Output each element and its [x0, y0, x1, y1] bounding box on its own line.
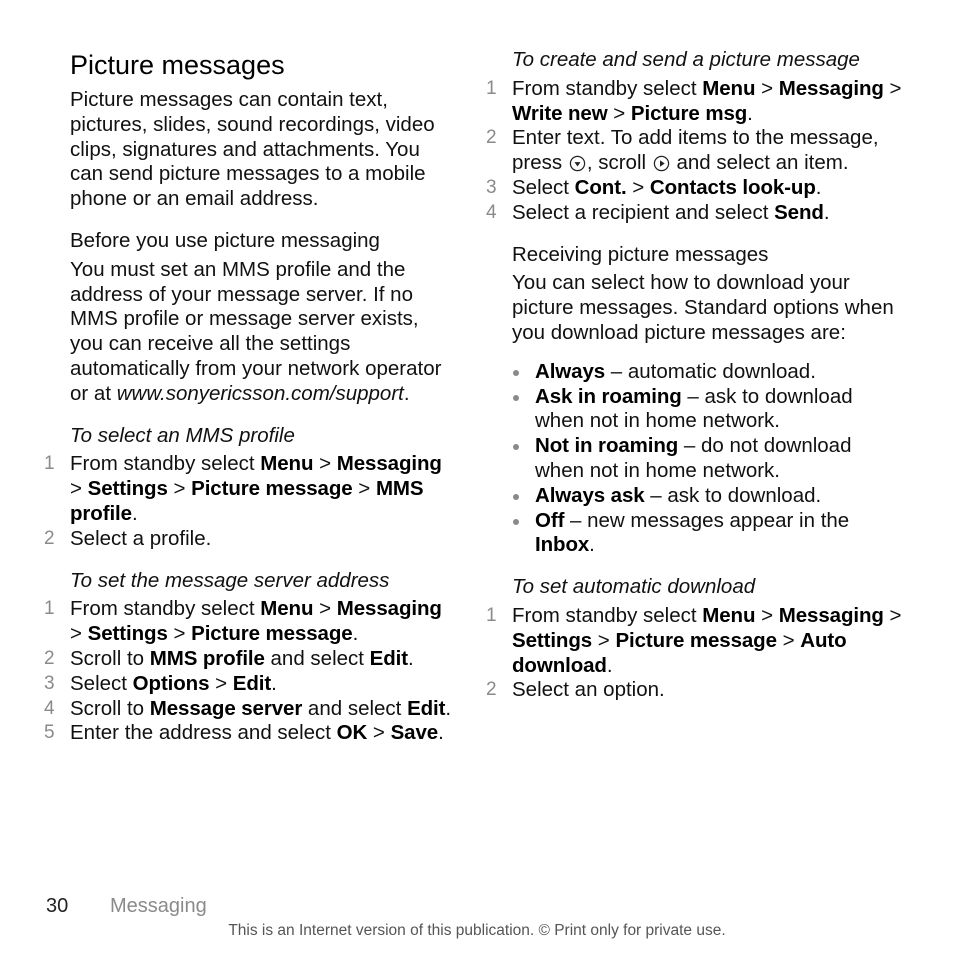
receiving-heading: Receiving picture messages	[512, 242, 769, 266]
profile-step-1: 1 From standby select Menu > Messaging > Settings > Picture message > MMS profile.	[44, 452, 442, 525]
right-column	[486, 48, 902, 703]
section-name: Messaging	[110, 895, 207, 917]
server-step-3: 3 Select Options > Edit.	[44, 671, 277, 695]
server-heading: To set the message server address	[70, 568, 390, 592]
auto-steps	[486, 603, 902, 703]
support-url: www.sonyericsson.com/support	[116, 381, 404, 405]
create-step-4: 4 Select a recipient and select Send.	[486, 200, 830, 224]
create-step-3: 3 Select Cont. > Contacts look-up.	[486, 175, 822, 199]
auto-heading: To set automatic download	[512, 575, 756, 599]
left-column	[44, 48, 455, 746]
server-step-4: 4 Scroll to Message server and select Edit.	[44, 696, 452, 720]
bullet-icon	[513, 370, 519, 376]
intro-paragraph: Picture messages can contain text, pictures, slides, sound recordings, video clips, signatures and attachments. You can send picture messages to a mobile phone or an email address.	[70, 88, 435, 211]
option-not-in-roaming: Not in roaming – do not download when not in home network.	[535, 434, 902, 484]
server-step-5: 5 Enter the address and select OK > Save.	[44, 721, 444, 745]
profile-heading: To select an MMS profile	[70, 423, 295, 447]
create-steps	[486, 76, 902, 226]
before-text: You must set an MMS profile and the address of your message server. If no MMS profile or message server exists, you can receive all the settings automatically from your network operator or at	[70, 257, 442, 405]
create-heading: To create and send a picture message	[512, 48, 860, 71]
before-paragraph: You must set an MMS profile and the address of your message server. If no MMS profile or message server exists, you can receive all the settings automatically from your network operator or at www.sonyericsson.com/support.	[70, 257, 442, 405]
profile-steps	[44, 452, 455, 551]
server-step-1: 1 From standby select Menu > Messaging > Settings > Picture message.	[44, 597, 442, 646]
bullet-icon	[513, 395, 519, 401]
bullet-icon	[513, 444, 519, 450]
option-ask-in-roaming: Ask in roaming – ask to download when not in home network.	[535, 385, 902, 435]
download-options	[512, 360, 902, 558]
create-step-1: 1 From standby select Menu > Messaging > Write new > Picture msg.	[486, 76, 902, 125]
option-always-ask: Always ask – ask to download.	[535, 484, 902, 509]
auto-step-2: 2 Select an option.	[486, 678, 665, 702]
navigation-key-right-icon	[653, 155, 670, 172]
option-off: Off – new messages appear in the Inbox.	[535, 509, 902, 559]
receiving-paragraph: You can select how to download your picture messages. Standard options when you download picture messages are:	[512, 271, 894, 344]
profile-step-2: 2 Select a profile.	[44, 526, 212, 550]
server-steps	[44, 597, 455, 746]
option-always: Always – automatic download.	[535, 360, 902, 385]
server-step-2: 2 Scroll to MMS profile and select Edit.	[44, 646, 414, 670]
create-step-2: 2 Enter text. To add items to the message, press , scroll and select an item.	[486, 126, 879, 175]
page-title: Picture messages	[70, 50, 285, 80]
bullet-icon	[513, 519, 519, 525]
before-heading: Before you use picture messaging	[70, 228, 380, 252]
bullet-icon	[513, 494, 519, 500]
navigation-key-down-icon	[569, 155, 586, 172]
copyright-notice: This is an Internet version of this publication. © Print only for private use.	[228, 922, 726, 939]
auto-step-1: 1 From standby select Menu > Messaging > Settings > Picture message > Auto download.	[486, 603, 902, 677]
page-number: 30	[46, 895, 69, 917]
